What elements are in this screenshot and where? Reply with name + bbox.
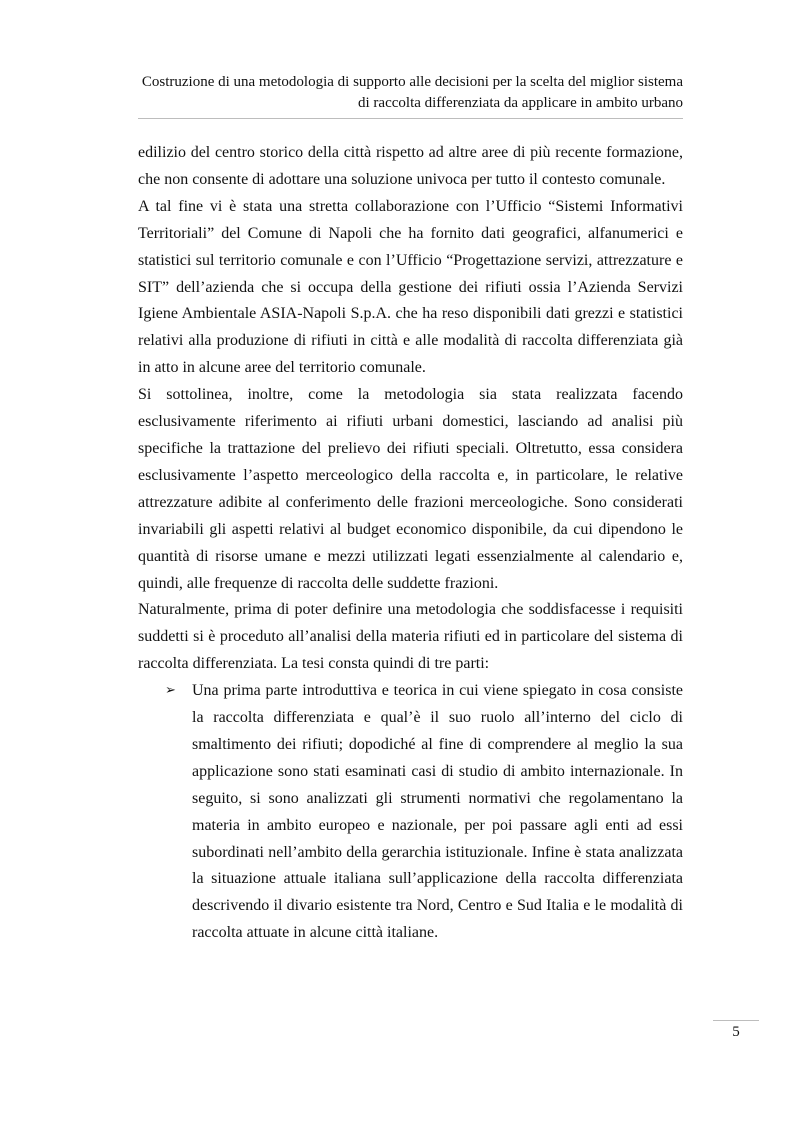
bullet-list	[138, 678, 683, 947]
header-line-2: di raccolta differenziata da applicare in ambito urbano	[358, 95, 683, 111]
footer-rule	[713, 1020, 759, 1021]
arrowhead-bullet-icon: ➢	[165, 683, 176, 699]
header-line-1: Costruzione di una metodologia di supporto alle decisioni per la scelta del miglior sistema	[141, 74, 683, 90]
running-header	[120, 72, 683, 114]
list-item-text: Una prima parte introduttiva e teorica in cui viene spiegato in cosa consiste la raccolta differenziata e qual’è il suo ruolo all’interno del ciclo di smaltimento dei rifiuti; dopodiché al fine di comprendere al meglio la sua applicazione sono stati esaminati casi di studio di ambito internazionale. In seguito, si sono analizzati gli strumenti normativi che regolamentano la materia in ambito europeo e nazionale, per poi passare agli enti ad essi subordinati nell’ambito della gerarchia istituzionale. Infine è stata analizzata la situazione attuale italiana sull’applicazione della raccolta differenziata descrivendo il divario esistente tra Nord, Centro e Sud Italia e le modalità di raccolta attuate in alcune città italiane.	[192, 682, 683, 942]
paragraph: Si sottolinea, inoltre, come la metodologia sia stata realizzata facendo esclusivamente riferimento ai rifiuti urbani domestici, lasciando ad analisi più specifiche la trattazione del prelievo dei rifiuti speciali. Oltretutto, essa considera esclusivamente l’aspetto merceologico della raccolta e, in particolare, le relative attrezzature adibite al conferimento delle frazioni merceologiche. Sono considerati invariabili gli aspetti relativi al budget economico disponibile, da cui dipendono le quantità di risorse umane e mezzi utilizzati legati essenzialmente al calendario e, quindi, alle frequenze di raccolta delle suddette frazioni.	[138, 386, 683, 592]
page-body	[138, 140, 683, 947]
paragraph: A tal fine vi è stata una stretta collaborazione con l’Ufficio “Sistemi Informativi Territoriali” del Comune di Napoli che ha fornito dati geografici, alfanumerici e statistici sul territorio comunale e con l’Ufficio “Progettazione servizi, attrezzature e SIT” dell’azienda che si occupa della gestione dei rifiuti ossia l’Azienda Servizi Igiene Ambientale ASIA-Napoli S.p.A. che ha reso disponibili dati grezzi e statistici relativi alla produzione di rifiuti in città e alle modalità di raccolta differenziata già in atto in alcune aree del territorio comunale.	[138, 197, 683, 377]
paragraph: Naturalmente, prima di poter definire una metodologia che soddisfacesse i requisiti suddetti si è proceduto all’analisi della materia rifiuti ed in particolare del sistema di raccolta differenziata. La tesi consta quindi di tre parti:	[138, 601, 683, 673]
header-rule	[138, 118, 683, 119]
page-number: 5	[732, 1024, 740, 1040]
list-item	[138, 678, 683, 947]
paragraph: edilizio del centro storico della città rispetto ad altre aree di più recente formazione, che non consente di adottare una soluzione univoca per tutto il contesto comunale.	[138, 144, 683, 188]
